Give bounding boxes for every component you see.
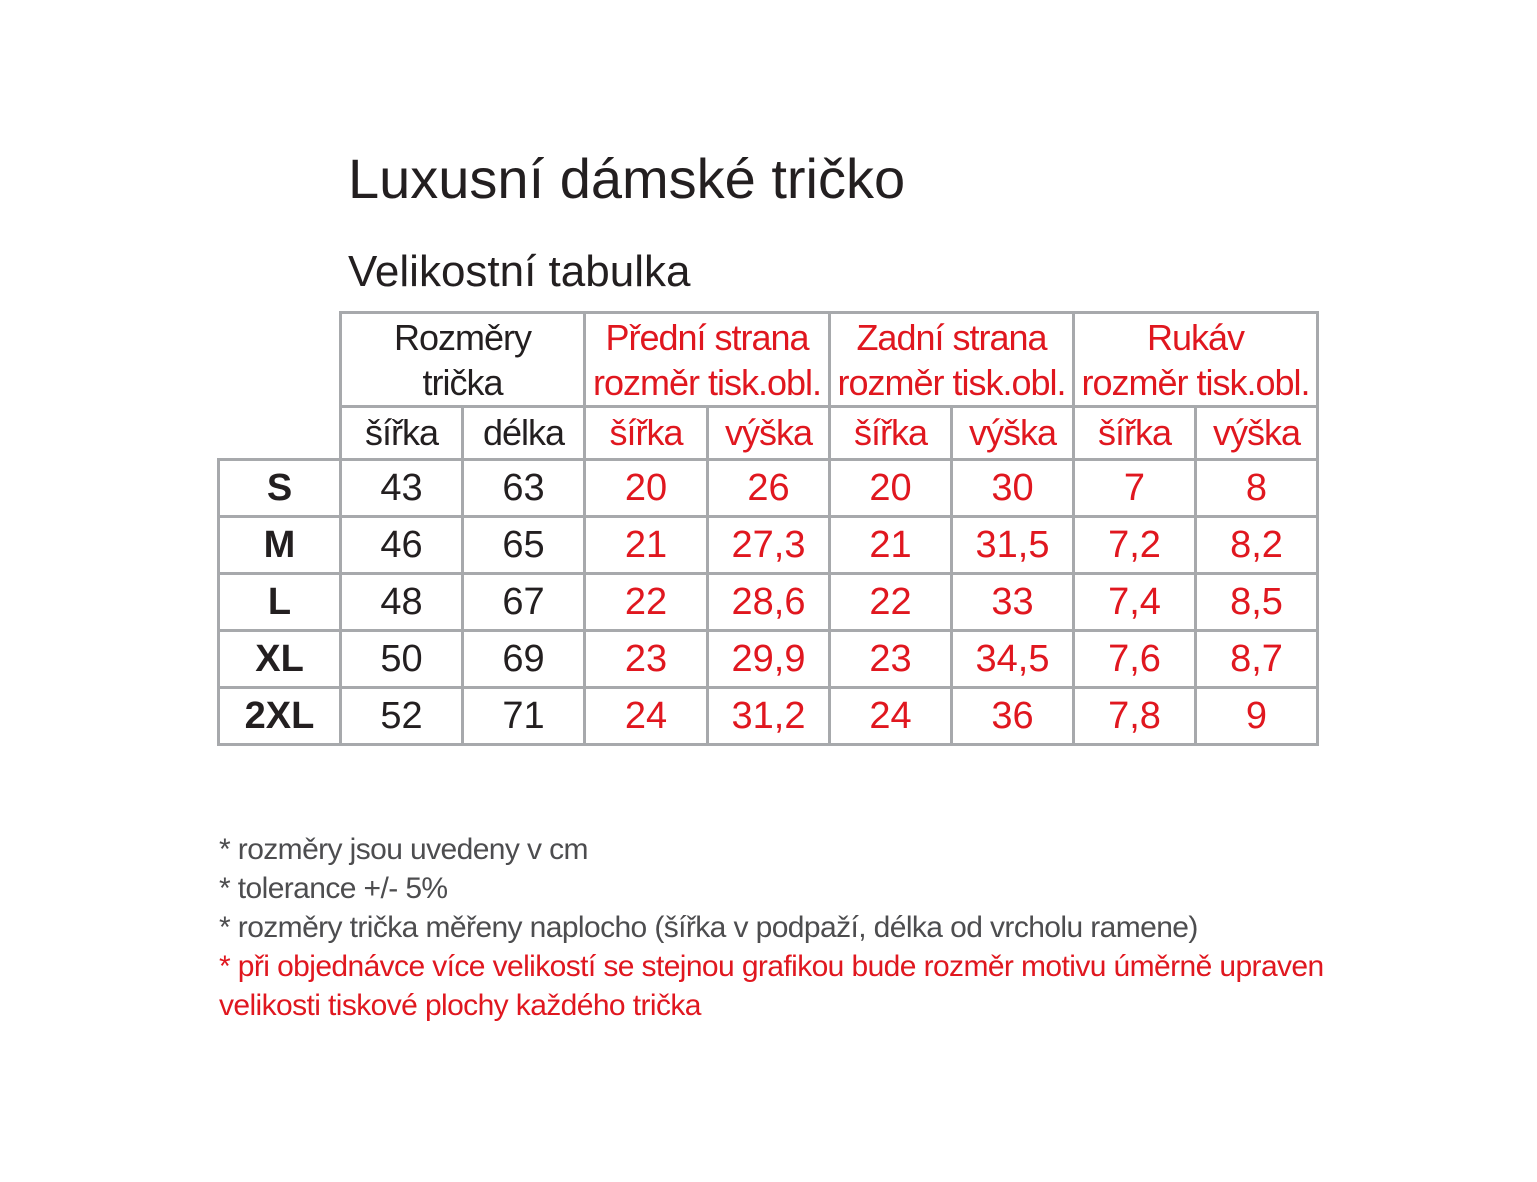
table-row [219, 574, 1318, 631]
size-label: S [219, 460, 341, 517]
table-cell: 7,2 [1074, 517, 1196, 574]
table-cell: 26 [708, 460, 830, 517]
table-cell: 22 [585, 574, 708, 631]
size-label: XL [219, 631, 341, 688]
size-label: L [219, 574, 341, 631]
table-cell: 67 [463, 574, 585, 631]
table-cell: 29,9 [708, 631, 830, 688]
subheader-cell: výška [952, 407, 1074, 460]
subheader-cell: délka [463, 407, 585, 460]
footnote: * rozměry trička měřeny naplocho (šířka v podpaží, délka od vrcholu ramene) [219, 911, 1198, 944]
table-cell: 69 [463, 631, 585, 688]
table-cell: 21 [585, 517, 708, 574]
footnote-highlight: velikosti tiskové plochy každého trička [219, 989, 701, 1022]
table-cell: 23 [585, 631, 708, 688]
group-header-line1: Rozměry [393, 316, 532, 358]
group-header-back-side [830, 313, 1074, 407]
size-table [217, 311, 1319, 746]
table-cell: 50 [341, 631, 463, 688]
subheader-cell: výška [1196, 407, 1318, 460]
table-cell: 52 [341, 688, 463, 745]
corner-cell [219, 313, 341, 460]
table-cell: 7,8 [1074, 688, 1196, 745]
page-subtitle: Velikostní tabulka [348, 247, 691, 296]
footnote: * tolerance +/- 5% [219, 872, 448, 905]
subheader-cell: šířka [830, 407, 952, 460]
table-cell: 46 [341, 517, 463, 574]
group-header-line2: rozměr tisk.obl. [837, 361, 1066, 403]
table-cell: 8,5 [1196, 574, 1318, 631]
table-cell: 22 [830, 574, 952, 631]
table-cell: 24 [585, 688, 708, 745]
size-label: 2XL [219, 688, 341, 745]
group-header-line2: trička [422, 361, 503, 403]
group-header-line1: Zadní strana [856, 316, 1047, 358]
table-cell: 8,7 [1196, 631, 1318, 688]
table-cell: 23 [830, 631, 952, 688]
size-label: M [219, 517, 341, 574]
table-cell: 63 [463, 460, 585, 517]
footnote-highlight: * při objednávce více velikostí se stejnou grafikou bude rozměr motivu úměrně upraven [219, 950, 1324, 983]
group-header-shirt-size [341, 313, 585, 407]
table-cell: 48 [341, 574, 463, 631]
table-row [219, 631, 1318, 688]
table-cell: 34,5 [952, 631, 1074, 688]
table-cell: 71 [463, 688, 585, 745]
group-header-sleeve [1074, 313, 1318, 407]
group-header-line1: Rukáv [1146, 316, 1245, 358]
table-cell: 27,3 [708, 517, 830, 574]
group-header-front-side [585, 313, 830, 407]
subheader-cell: výška [708, 407, 830, 460]
subheader-cell: šířka [585, 407, 708, 460]
group-header-line1: Přední strana [605, 316, 809, 358]
table-cell: 7,4 [1074, 574, 1196, 631]
table-cell: 7 [1074, 460, 1196, 517]
table-row [219, 460, 1318, 517]
table-cell: 65 [463, 517, 585, 574]
subheader-cell: šířka [341, 407, 463, 460]
table-row [219, 688, 1318, 745]
group-header-row [219, 313, 1318, 407]
table-cell: 7,6 [1074, 631, 1196, 688]
table-cell: 20 [585, 460, 708, 517]
table-cell: 8,2 [1196, 517, 1318, 574]
group-header-line2: rozměr tisk.obl. [1081, 361, 1310, 403]
table-cell: 8 [1196, 460, 1318, 517]
page-title: Luxusní dámské tričko [348, 147, 906, 210]
table-cell: 30 [952, 460, 1074, 517]
table-cell: 20 [830, 460, 952, 517]
table-cell: 9 [1196, 688, 1318, 745]
footnote: * rozměry jsou uvedeny v cm [219, 833, 588, 866]
table-cell: 21 [830, 517, 952, 574]
subheader-row [219, 407, 1318, 460]
table-cell: 31,2 [708, 688, 830, 745]
table-cell: 43 [341, 460, 463, 517]
footnotes [219, 830, 1324, 1025]
table-cell: 31,5 [952, 517, 1074, 574]
table-cell: 33 [952, 574, 1074, 631]
table-cell: 36 [952, 688, 1074, 745]
table-cell: 24 [830, 688, 952, 745]
group-header-line2: rozměr tisk.obl. [592, 361, 822, 403]
subheader-cell: šířka [1074, 407, 1196, 460]
table-row [219, 517, 1318, 574]
table-cell: 28,6 [708, 574, 830, 631]
